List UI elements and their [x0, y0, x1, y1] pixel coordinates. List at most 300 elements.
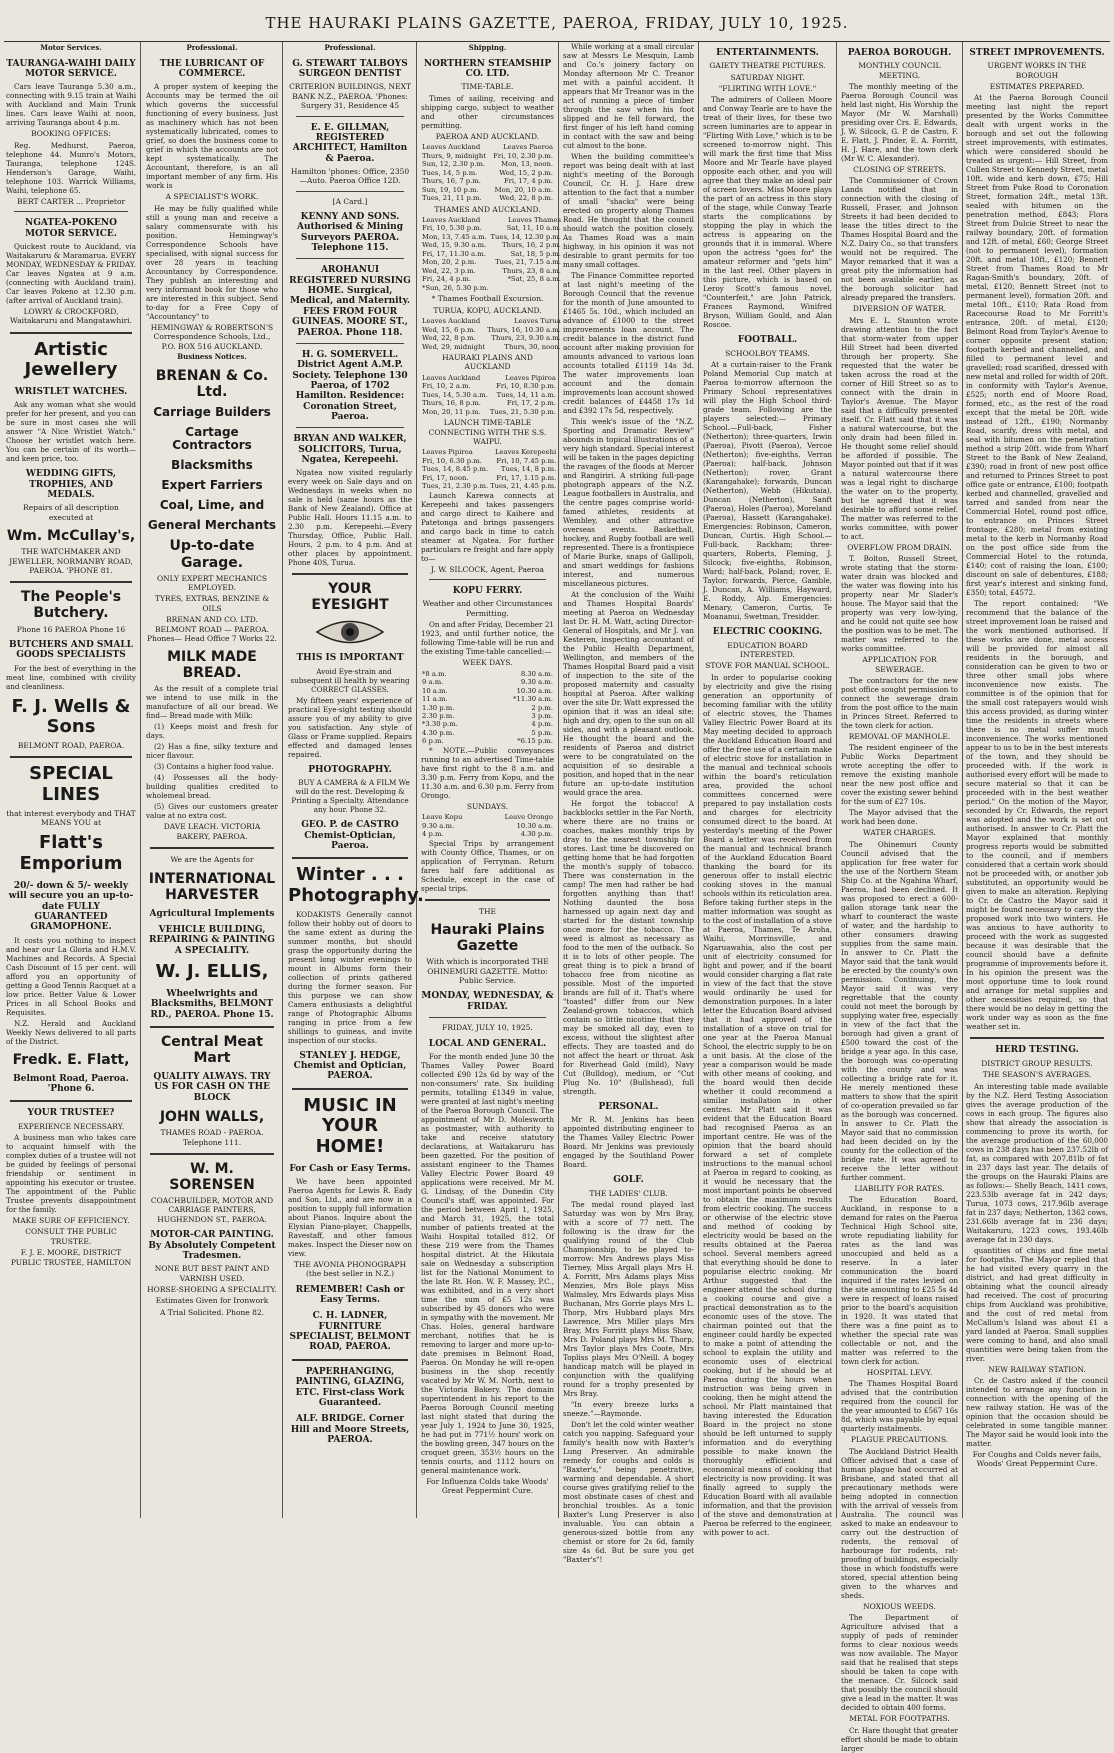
article-text: The Finance Committee reported at last night's meeting of the Borough Council that the revenue for the month of June amounted to £1465 5s. 10d., which included an advance of £1000 to the street improvements loan account. The credit balance in the district fund account after making provision for amounts advanced to various loan accounts totalled £1119 14s 3d. The water improvements loan account and the domain improvements loan account showed credit balances of £4458 17s 1d and £392 17s 5d, respectively.: [563, 271, 694, 415]
article-subheading: METAL FOR FOOTPATHS.: [849, 1714, 950, 1724]
column-3: [288, 42, 424, 1518]
ad-text: J. W. SILCOCK, Agent, Paeroa: [431, 564, 544, 574]
table-cell: Sat, 18, 5 p.m.: [510, 249, 561, 258]
ad-line: Coal, Lime, and: [159, 497, 265, 512]
article-subheading: "FLIRTING WITH LOVE.": [718, 84, 817, 94]
article-text: He forgot the tobacco! A backblocks settler in the Far North, where there are no trains or coaches, makes monthly trips by dray to the nearest township for stores. Last time he discovered on getting home that he had forgotten the month's supply of tobacco. There was consternation in the camp! The men had rather be had forgotten anything than that! Nothing daunted the boss harnessed up again next day and started for the distant township once more for the tobacco. The weed is almost as necessary as food to the men of the outback. So it is to lots of other people. The great thing is to pick a brand of tobacco free from nicotine as possible. Most of the imported brands are full of it. That's where "toasted" differ from our New Zealand-grown tobaccos, which contain so little nicotine that they may be smoked all day, even to excess, without the slightest after effects. They are toasted and do not affect the heart or throat. Ask for Riverhead Gold (mild), Navy Cut (Bulldog), medium, or "Cut Plug No. 10" (Bullshead), full strength.: [563, 799, 694, 1096]
ad-text: My fifteen years' experience of practical Eye-sight testing should assure you of my ability to give you satisfaction. Any style of Glass or Frame supplied. Repairs effected and damaged lenses repaired.: [288, 695, 412, 759]
article-text: Mr R. M. Jenkins has been appointed distributing engineer to the Thames Valley Electric Power Board. Mr Jenkins was previously engaged by the Southland Power Board.: [563, 1115, 694, 1170]
table-cell: Leaves Pipiroa: [505, 373, 556, 382]
table-cell: *3.30 p.m.: [422, 720, 458, 729]
ad-subheading: BUTCHERS AND SMALL GOODS SPECIALISTS: [8, 639, 134, 661]
article-text: The contractors for the new post office sought permission to connect the sewerage drain from the post office to the main in Princes Street. Referred to the town clerk for action.: [841, 675, 958, 730]
ad-text: As the result of a complete trial we intend to use milk in the manufacture of all our bread. We find— Bread made with Milk:: [146, 684, 278, 721]
ad-heading: Flatt's Emporium: [19, 832, 123, 875]
table-cell: Leaves Auckland: [422, 373, 481, 382]
ad-text: A Trial Solicited. Phone 82.: [159, 1307, 265, 1317]
ad-text: F. J. E. MOORE, DISTRICT PUBLIC TRUSTEE, HAMILTON: [10, 1248, 132, 1267]
ad-text: N.Z. Herald and Auckland Weekly News delivered to all parts of the District.: [6, 1018, 136, 1046]
table-row: [421, 678, 554, 686]
article-heading: GOLF.: [613, 1175, 644, 1186]
masthead-the: THE: [478, 906, 497, 916]
table-row: [421, 143, 554, 151]
ad-heading: E. E. GILLMAN, REGISTERED ARCHITECT, Hamilton & Paeroa.: [292, 122, 408, 164]
table-cell: Thurs, 23, 8 a.m.: [502, 266, 561, 275]
table-cell: Mon, 13, 7.45 a.m.: [422, 232, 487, 241]
ad-heading: NORTHERN STEAMSHIP CO. LTD.: [423, 58, 552, 80]
ad-text: HEMINGWAY & ROBERTSON'S Correspondence Schools, Ltd., P.O. BOX 516 AUCKLAND.: [150, 322, 274, 351]
section-label: Shipping.: [468, 43, 507, 52]
table-cell: Wed, 22, 8 p.m.: [499, 194, 553, 203]
timetable-turua: [421, 317, 562, 351]
table-cell: Tues, 14, 8 p.m.: [500, 465, 557, 474]
table-cell: 2.30 p.m.: [422, 711, 455, 720]
article-text: The Auckland District Health Officer advised that a case of human plague had occurred at Brisbane, and stated that all precautionary methods were being adopted in connection with the arrival of vessels from Australia. The council was asked to make an endeavour to carry out the destruction of rodents, the removal of harbourage for rodents, rat-proofing of buildings, especially those in which foodstuffs were stored, special attention being given to the wharves and sheds.: [841, 1446, 958, 1600]
article-subheading: ESTIMATES PREPARED.: [989, 82, 1085, 92]
ad-text: He may be fully qualified while still a young man and receive a salary commensurate with his position. Hemingway's Correspondence Schools have specialised, with signal success for over 28 years in teaching Accountancy by Correspondence. They publish an interesting and very informant book for those who are interested in this subject. Send to-day for a Free Copy of "Accountancy" to: [146, 203, 278, 321]
article-text: "In every breeze lurks a sneeze."—Raymonde.: [563, 1400, 694, 1419]
ad-heading: THE LUBRICANT OF COMMERCE.: [159, 58, 265, 80]
ad-text: Times of sailing, receiving and shipping cargo, subject to weather and other circumstances permitting.: [421, 93, 554, 130]
ad-text: [A Card.]: [332, 196, 368, 206]
table-row: [421, 160, 554, 168]
table-row: [421, 474, 557, 482]
article-subheading: SCHOOLBOY TEAMS.: [725, 348, 810, 358]
ad-subheading: For Cash or Easy Terms.: [289, 1163, 411, 1174]
masthead: [0, 14, 1114, 38]
ad-text: BERT CARTER ... Proprietor: [16, 196, 126, 206]
table-row: [421, 391, 557, 399]
ad-text: Reg. Medhurst, Paeroa, telephone 44. Munro's Motors, Tauranga, telephone 124S. Henderson's Garage, Waihi, telephone 103. Warrick Williams, Waihi, telephone 65.: [6, 140, 136, 195]
table-cell: Tues, 14, 8.45 p.m.: [422, 465, 489, 474]
table-row: [421, 233, 562, 241]
article-text: The monthly meeting of the Paeroa Borough Council was held last night, His Worship the Mayor (Mr W. Marshall) presiding over Crs. E. Edwards, J. W. Silcock, G. P. de Castro, F. E. Flatt, J. Pinder, E. A. Forritt, H. J. Hare, and the town clerk (Mr W. C. Alexander).: [841, 82, 958, 164]
article-text: The Ohinemuri County Council advised that the application for free water for the use of the Northern Steam Ship Co. at the Ngahina Wharf, Paeroa, had been declined. It was proposed to erect a 600-gallon storage tank near the wharf to counteract the waste of water, and the hardship to other consumers drawing supplies from the same main. In answer to Cr. Platt the Mayor said that the tank would be erected by the county's own permission. Continuing, the Mayor said it was very regrettable that the county could not meet the borough by supplying water free, especially in view of the fact that the borough had given a grant of £500 toward the cost of the bridge a year ago. In this case, the borough was co-operating with the county and was collecting a bridge rate for it. He merely mentioned these matters to show that the spirit of co-operation prevailed so far as the borough was concerned. In answer to Cr. Platt the Mayor said that no commission had been decided on by the county for the collection of the bridge rate. It was agreed to receive the letter without further comment.: [841, 839, 958, 1182]
ad-line: General Merchants: [147, 517, 277, 532]
table-cell: 6 p.m.: [422, 737, 444, 746]
table-cell: Fri, 17, noon.: [422, 473, 469, 482]
table-cell: 11 a.m.: [422, 695, 448, 704]
article-text: Don't let the cold winter weather catch you napping. Safeguard your family's health now with Baxter's Lung Preserver. An admirable remedy for coughs and colds is "Baxter's," being penetrative, warming and dependable. A short course gives gratifying relief to the most obstinate cases of chest and bronchial troubles. As a tonic Baxter's Lung Preserver is also invaluable. You can obtain a generous-sized bottle from any chemist or store for 2s 6d, family size 4s 6d. But be sure you get "Baxter's"!: [563, 1420, 694, 1565]
table-row: [421, 216, 562, 224]
table-row: [421, 457, 557, 465]
ad-subheading: A SPECIALIST'S WORK.: [165, 192, 259, 202]
table-cell: Leaves Auckland: [422, 215, 481, 224]
ad-heading: KOPU FERRY.: [452, 586, 523, 597]
ad-heading: YOUR EYESIGHT: [311, 581, 389, 614]
table-cell: Wed, 29, midnight: [422, 342, 486, 351]
table-row: [421, 382, 557, 390]
article-text: The Mayor advised that the work had been done.: [841, 808, 958, 827]
article-heading: LOCAL AND GENERAL.: [428, 1038, 547, 1049]
ad-text: LOWRY & CROCKFORD, Waitakaruru and Mangatawhiri.: [10, 306, 132, 326]
ad-text: KODAKISTS Generally cannot follow their hobby out of doors to the same extent as during the summer months, but should grasp the opportunity during the present long winter evenings to mount in Albums form their collection of prints gathered during the former season. For this purpose we can show Camera enthusiasts a delightful range of Photographic Albums ranging in price from a few shillings to guineas, and invite inspection of our stocks.: [288, 909, 412, 1045]
article-subheading: REMOVAL OF MANHOLE.: [848, 731, 951, 741]
table-row: [421, 482, 557, 490]
article-subheading: CLOSING OF STREETS.: [853, 165, 946, 175]
article-subheading: SATURDAY NIGHT.: [730, 72, 805, 82]
table-cell: Tues, 21, 11 p.m.: [422, 194, 482, 203]
article-text: This week's issue of the "N.Z. Sporting and Dramatic Review" abounds in topical illustrations of a very high standard. Special interest will be taken in the pages depicting the ravages of the floods at Mercer and Rangiriri. A striking full-page photograph appears of the N.Z. League footballers in Australia, and the centre pages comprise world-famed athletes, residents at Wembley, and other attractive overseas events. Basketball, hockey, and Rugby football are well represented. There is a frontispiece of Marie Burke, snaps of Gallipoli, and smart weddings for fashions interest, and numerous miscellaneous pictures.: [563, 417, 694, 588]
ad-text: BUY A CAMERA & A FILM We will do the rest. Developing & Printing a Specialty. Attendance any hour. Phone 32.: [291, 778, 410, 815]
ad-heading: AROHANUI REGISTERED NURSING HOME. Surgical, Medical, and Maternity. FEES FROM FOUR GUINEAS. MOORE ST., PAEROA. Phone 118.: [289, 265, 411, 338]
article-text: While working at a small circular saw at Messrs Le Mesquin, Lamb and Co.'s joinery factory on Monday afternoon Mr C. Treanor met with a painful accident. It appears that Mr Treanor was in the act of running a piece of timber through the saw when his foot slipped and he fell forward, the first finger of his left hand coming in contact with the saw and being cut almost to the bone.: [563, 42, 694, 150]
table-cell: Fri, 17, 4 p.m.: [503, 177, 553, 186]
ad-text: It costs you nothing to inspect and hear our La Gloria and H.M.V. Machines and Records. A Special Cash Discount of 15 per cent. will afford you an opportunity of getting a Good Tennis Racquet at a low price. Better Value & Lower Prices in all School Books and Requisites.: [6, 935, 136, 1017]
table-cell: Tues, 14, 5 p.m.: [422, 168, 478, 177]
ad-text: For Influenza Colds take Woods' Great Peppermint Cure.: [426, 1476, 549, 1496]
ad-heading: JOHN WALLS,: [159, 1109, 265, 1126]
table-cell: *8 a.m.: [422, 669, 447, 678]
column-8: [966, 42, 1108, 1518]
article-text: The Department of Agriculture advised that a supply of pads of reminder forms to clear noxious weeds was now available. The Mayor said that he realised that steps should be taken to cope with the menace. Cr. Silcock said that possibly the council should give a lead in the matter. It was decided to obtain 400 forms.: [841, 1613, 958, 1713]
ad-heading: ALF. BRIDGE. Corner Hill and Moore Streets, PAEROA.: [290, 1414, 410, 1445]
table-cell: Tues, 21, 5.30 p.m.: [489, 407, 556, 416]
table-cell: Mon, 20, 11 p.m.: [422, 407, 481, 416]
article-text: At a curtain-raiser to the Frank Poland Memorial Cup match at Paeroa to-morrow afternoon the Primary School representatives will play the High School third-grade team. Following are the players selected:— Primary School.—Full-back, Fisher (Netherton); three-quarters, Irwin (Paeroa), Pivott (Paeroa), Vercoe (Netherton); five-eighths, Verran (Paeroa); half-back, Johnson (Netherton); rover, Grant (Karangahake); forwards, Duncan (Netherton), Webb (Hikutaia), Duncan (Netherton), Sanft (Paeroa), Holes (Paeroa), Moreland (Paeroa), Hassett (Karangahake). Emergencies: Robinson, Cameron, Duncan, Curtis. High School.—Full-back, Rackham; three-quarters, Roberts, Fleming, J. Silcock; five-eighths, Robinson, Ward; half-back, Poland; rover, E. Taylor; forwards, Pierce, Gamble, J. Duncan, A. Williams, Hayward, E. Roddy, Alp. Emergencies: Menary, Cameron, Curtis, Te Moananui, Swetman, Tresidder.: [703, 360, 832, 622]
table-row: [421, 343, 562, 351]
ad-text: THE WATCHMAKER AND JEWELLER, NORMANBY ROAD, PAEROA. 'PHONE 81.: [9, 547, 133, 575]
table-row: [421, 448, 557, 456]
ad-heading: Central Meat Mart: [160, 1033, 264, 1066]
article-heading: HERD TESTING.: [995, 1045, 1079, 1056]
table-row: [421, 399, 557, 407]
table-cell: Leaves Thames: [507, 215, 561, 224]
table-row: [421, 317, 562, 325]
table-cell: Fri, 17, 2 p.m.: [506, 399, 556, 408]
table-row: [421, 152, 554, 160]
table-row: [421, 712, 554, 720]
article-subheading: OVERFLOW FROM DRAIN.: [847, 542, 952, 552]
table-row: [421, 275, 562, 283]
table-row: [421, 186, 554, 194]
ad-text: COACHBUILDER, MOTOR AND CARRIAGE PAINTERS, HUGHENDON ST., PAEROA.: [150, 1196, 274, 1224]
table-row: [421, 670, 554, 678]
table-row: [421, 813, 554, 821]
table-cell: 4 p.m.: [531, 720, 553, 729]
table-heading: HAURAKI PLAINS AND AUCKLAND: [442, 353, 533, 372]
article-subheading: NEW RAILWAY STATION.: [988, 1364, 1086, 1374]
table-row: [421, 326, 562, 334]
ad-text: Cars leave Tauranga 5.30 a.m., connecting with 9.15 train at Waihi with Auckland and Main Trunk lines. Cars leave Waihi at noon, arriving Tauranga about 4 p.m.: [6, 82, 136, 128]
table-cell: 4.30 p.m.: [422, 728, 455, 737]
ad-text: Ngatea now visited regularly every week on Sale days and on Wednesdays in weeks when no sale is held (same hours as the Bank of New Zealand). Office at Public Hall. Hours 11.15 a.m. to 2.30 p.m. Kerepeehi.—Every Thursday, Office, Public Hall. Hours, 2 p.m. to 4 p.m. And at other places by appointment. Phone 40S, Turua.: [288, 468, 412, 568]
ad-subheading: TIME-TABLE.: [461, 82, 514, 92]
ad-heading: SPECIAL LINES: [29, 763, 113, 806]
table-row: [421, 465, 557, 473]
ad-heading: H. G. SOMERVELL. District Agent A.M.P. Society. Telephone 130 Paeroa, of 1702 Hamilton. Residence: Coronation Street, Paeroa.: [292, 349, 408, 422]
table-row: [421, 284, 562, 292]
ad-text: Repairs of all description executed at: [23, 503, 119, 522]
table-cell: Tues, 21, 2.30 p.m.: [422, 482, 489, 491]
article-text: The resident engineer of the Public Works Department wrote accepting the offer to remove the existing manhole near the new post office and cover the existing sewer behind for the sum of £27 10s.: [841, 743, 958, 807]
table-cell: Fri, 10, 5.30 p.m.: [422, 224, 482, 233]
table-heading: SUNDAYS.: [466, 801, 509, 811]
timetable-weekdays: [421, 670, 554, 746]
table-cell: 9.30 a.m.: [422, 821, 455, 830]
table-row: [421, 224, 562, 232]
issue-date: FRIDAY, JULY 10, 1925.: [442, 1023, 533, 1033]
ad-text: Phone 16 PAEROA Phone 16: [16, 624, 126, 634]
ad-text: DAVE LEACH. VICTORIA BAKERY, PAEROA.: [163, 822, 261, 841]
article-subheading: HOSPITAL LEVY.: [866, 1368, 933, 1378]
timetable-paeroa: [421, 143, 554, 202]
table-heading: THAMES AND AUCKLAND.: [434, 204, 541, 214]
ad-text: A proper system of keeping the Accounts may be termed the oil which governs the successful functioning of every business. Just as machinery which has not been systematically lubricated, comes to grief, so does the business come to grief in which the accounts are not kept systematically. The Accountant, therefore, is an all important member of any firm. His work is: [146, 82, 278, 191]
ad-heading: Winter . . . Photography.: [288, 864, 424, 906]
article-subheading: APPLICATION FOR SEWERAGE.: [862, 655, 937, 674]
table-cell: [490, 284, 562, 292]
ad-text: For Coughs and Colds never fails, Woods' Great Peppermint Cure.: [972, 1449, 1102, 1469]
ad-subheading: BOOKING OFFICES:: [31, 129, 111, 139]
publication-days: MONDAY, WEDNESDAY, & FRIDAY.: [421, 991, 554, 1012]
eye-icon: [315, 617, 385, 647]
table-heading: WEEK DAYS.: [462, 658, 513, 668]
article-text: quantities of chips and fine metal for footpaths. The Mayor replied that he had visited every quarry in the district, and had great difficulty in obtaining what the council already had received. The cost of procuring chips from Auckland was prohibitive, and the cost of red metal from McCallum's Island was about £1 a yard landed at Paeroa. Small supplies were coming to hand, and also small quantities were being taken from the river.: [966, 1245, 1108, 1363]
table-heading: TURUA, KOPU, AUCKLAND.: [433, 305, 542, 315]
article-text: An interesting table made available by the N.Z. Herd Testing Association gives the average production of the cows in each group. The figures also show that already the association is commencing to prove its worth, for the average production of the 60,000 cows in 238 days has been 237.52lb of fat, as compared with 207.81lb of fat in 237 days last year. The details of the groups on the Hauraki Plains are as follows:— Shelly Beach, 1411 cows, 223.53lb average fat in 242 days; Turua, 1073 cows, 217.96lb average fat in 237 days; Netherton, 1362 cows, 231.66lb average fat in 236 days; Waitakaruru, 1223 cows, 193.46lb average fat in 230 days.: [966, 1081, 1108, 1244]
article-text: The admirers of Colleen Moore and Conway Tearle are to have the treat of their lives, for these two screen luminaries are to appear in "Flirting With Love," which is to be screened to-morrow night. This will mark the first time that Miss Moore and Mr Tearle have played opposite each other, and you will agree that they make an ideal pair of screen lovers. Miss Moore plays the part of an actress in this story of the stage, while Conway Tearle starts the complications by stopping the play in which the actress is appearing on the grounds that it is immoral. Where upon the actress "goes for" the amateur reformer and "gets him" in the last reel. Other players in this picture, which is based on Leroy Scott's famous novel, "Counterfeit," are John Patrick, Frances Raymond, Winifred Bryson, William Gould, and Alan Roscoe.: [703, 95, 832, 330]
timetable-thames: [421, 216, 562, 292]
table-cell: Sun, 19, 10 p.m.: [422, 185, 479, 194]
article-subheading: DISTRICT GROUP RESULTS.: [981, 1058, 1093, 1068]
table-row: [421, 704, 554, 712]
ad-text: Weather and other Circumstances Permitting.: [422, 599, 553, 618]
table-cell: 10.30 a.m.: [516, 686, 553, 695]
ad-text: TYRES, EXTRAS, BENZINE & OILS: [154, 594, 270, 613]
article-text: At the conclusion of the Waihi and Thames Hospital Boards' meeting at Paeroa on Wednesday last Dr. H. M. Watt, acting Director-General of Hospitals, and Mr J. van Kesteren, inspecting accountant of the Public Health Department, Wellington, and members of the Thames Hospital Board paid a visit of inspection to the site of the proposed maternity and casualty hospital at Paeroa. After walking over the site Dr. Watt expressed the opinion that it was an ideal site; high and dry, open to the sun on all sides, and with a pleasant outlook. He thought the board and the residents of Paeroa and district were to be congratulated on the acquisition of so desirable a position, and hoped that in the near future an up-to-date institution would grace the area.: [563, 590, 694, 797]
table-cell: Fri, 10, 7.45 p.m.: [496, 456, 557, 465]
table-cell: Sat, 11, 10 a.m.: [506, 224, 561, 233]
ad-text: Estimates Given for Ironwork: [155, 1296, 269, 1306]
article-text: In order to popularise cooking by electricity and give the rising generation an opportunity of becoming familiar with the utility of electric stoves, the Thames Valley Electric Power Board at its May meeting decided to approach the Auckland Education Board and offer the free use of a certain make of electric stove for installation in the manual and technical schools within the board's reticulation area, provided the school committees concerned were prepared to pay installation costs and charges for electricity consumed direct to the board. At yesterday's meeting of the Power Board a letter was received from the manual and technical branch of the Auckland Education Board thanking the board for its generous offer to install electric cooking stoves in the manual schools within its reticulation area. Before taking further steps in the matter information was sought as to the cost of installation of a stove at Paeroa, Thames, Te Aroha, Waihi, Morrinsville, and Ngaruawahia, also the cost per unit of electricity consumed for light and power, and if the board would consider charging a flat rate in view of the fact that the stove would ordinarily be used for demonstration purposes. In a later letter the Education Board advised that it had approved of the installation of a stove on trial for one year at the Paeroa Manual School, the electric supply to be on a unit basis. At the close of the year a comparison would be made with other means of cooking, and the board would then decide whether it could recommend a similar installation in other centres. Mr Platt said it was evident that the Education Board had recognised Paeroa as an important centre. He was of the opinion that the board should forward a set of complete instructions to the manual school at Paeroa in regard to cooking, as it would be necessary that the most important points be observed to obtain the maximum results from electric cooking. The success or otherwise of the electric stove and method of cooking by electricity would be based on the results obtained at the Paeroa school. Several members agreed that everything should be done to popularise electric cooking. Mr Arthur suggested that the engineer attend the school during a cooking course and give a practical demonstration as to the economic uses of the stove. The chairman pointed out that the engineer could hardly be expected to make a point of attending the school to explain the utility and economic uses of electrical cooking, but if he should be at Paeroa during the hours when instruction was being given in cooking, then he might attend the school. Mr Platt maintained that having interested the Education Board in the project no stone should be left unturned to supply information and do everything possible to make known the thoroughly efficient and economical means of cooking that electricity is now providing. It was finally agreed to supply the Education Board with all available information, and that the provision of the stove and demonstration at Paeroa be referred to the engineer, with power to act.: [703, 672, 832, 1537]
article-text: When the building committee's report was being dealt with at last night's meeting of the Borough Council, Cr. H. J. Hare drew attention to the fact that a number of small "shacks" were being erected on property along Thames Road. He thought that the council should watch the position closely. As Thames Road was a main highway, in his opinion it was not desirable to grant permits for too many small cottages.: [563, 152, 694, 269]
ad-heading: TAURANGA-WAIHI DAILY MOTOR SERVICE.: [6, 58, 136, 80]
table-cell: Leaves Pipiroa: [422, 448, 473, 457]
ad-text: Quickest route to Auckland, via Waitakaruru & Maramarua. EVERY MONDAY, WEDNESDAY & FRIDAY. Car leaves Ngatea at 9 a.m. (connecting with Auckland train). Car leaves Pokeno at 12.30 p.m. (after arrival of Auckland train).: [6, 241, 136, 305]
ad-text: ONLY EXPERT MECHANICS EMPLOYED.: [156, 573, 268, 593]
article-text: For the month ended June 30 the Thames Valley Power Board collected £90 12s 6d by way of the non-consumers' rate. Six building permits, totalling £1349 in value, were granted at last night's meeting of the Paeroa Borough Council. The appointment of Mr D. Molesworth as postmaster, with authority to take and receive statutory declarations, at Waitakaruru has been gazetted. For the position of assistant engineer to the Thames Valley Electric Power Board 49 applications were received. Mr M. G. Lindsay, of the Dunedin City Council's staff, was appointed. For the period between April 1, 1925, and March 31, 1925, the total number of patients treated at the Waihi Hospital totalled 812. Of these 219 were from the Thames hospital district. At the Hikutaia sale on Wednesday a subscription list for the National Monument to the late Rt. Hon. W. F. Massey, P.C., was exhibited, and in a very short time the sum of £5 12s was subscribed by 45 donors who were in sympathy with the movement. Mr Chas. Holes, general hardware merchant, notifies that he is removing to larger and more up-to-date premises in Belmont Road, Paeroa. On Monday he will re-open business in the shop recently vacated by Mr W. M. North, next to the Victoria Bakery. The domain superintendent in his report to the Paeroa Borough Council meeting last night stated that during the year July 1, 1924 to June 30, 1925, he had put in 771½ hours' work on the bowling green, 347 hours on the croquet green, 353½ hours on the tennis courts, and 1112 hours on general maintenance work.: [421, 1051, 555, 1475]
ad-text: BRENAN AND CO. LTD. BELMONT ROAD — PAEROA. Phones— Head Office 7 Works 22.: [146, 615, 278, 643]
ad-text: * Thames Football Excursion.: [431, 294, 544, 304]
section-label: Motor Services.: [40, 43, 102, 52]
ad-line: Expert Farriers: [161, 478, 263, 493]
table-cell: Wed, 15, 6 p.m.: [422, 325, 476, 334]
list-item: (3) Contains a higher food value.: [154, 762, 274, 772]
ad-subheading: MAKE SURE OF EFFICIENCY.: [12, 1216, 130, 1226]
table-cell: Fri, 17, 1.15 p.m.: [496, 473, 557, 482]
ad-text: Hamilton 'phones: Office, 2350—Auto. Paeroa Office 12D.: [290, 166, 410, 186]
table-cell: *Sun, 26, 5.30 p.m.: [422, 283, 489, 292]
table-cell: Tues, 14, 11 a.m.: [496, 390, 556, 399]
ad-subheading: WRISTLET WATCHES.: [14, 387, 128, 397]
table-cell: Leaves Auckland: [422, 143, 481, 152]
table-row: [421, 822, 554, 830]
table-row: [421, 169, 554, 177]
column-1: [6, 42, 136, 1518]
table-cell: 8.30 a.m.: [520, 669, 553, 678]
list-item: (1) Keeps moist and fresh for days.: [146, 722, 278, 741]
article-subheading: EDUCATION BOARD INTERESTED.: [727, 640, 808, 659]
article-subheading: THE LADIES' CLUB.: [589, 1188, 668, 1198]
table-cell: Thurs, 9, midnight: [422, 151, 486, 160]
table-cell: Leaves Turua: [514, 317, 561, 326]
ad-text: Special Trips by arrangement with County Office, Thames, or on application of Ferryman. Return fares half fare additional as Schedule, except in the case of special trips.: [421, 838, 554, 893]
table-cell: Tues, 14, 12.30 p.m.: [490, 232, 561, 241]
list-item: (4) Possesses all the body-building qualities credited to wholemeal bread.: [146, 773, 278, 801]
table-row: [421, 687, 554, 695]
section-label: Business Notices.: [177, 351, 247, 361]
table-cell: Wed, 22, 8 p.m.: [422, 334, 476, 343]
table-cell: 4.30 p.m.: [520, 830, 553, 839]
ad-heading: The People's Butchery.: [20, 589, 122, 622]
table-cell: Fri, 24, 4 p.m.: [422, 275, 472, 284]
table-row: [421, 830, 554, 838]
ad-subheading: Belmont Road, Paeroa. 'Phone 6.: [13, 1073, 129, 1094]
ad-subheading: CONSULT THE PUBLIC TRUSTEE.: [25, 1227, 117, 1246]
table-row: [421, 720, 554, 728]
article-heading: STREET IMPROVEMENTS.: [969, 48, 1105, 58]
table-cell: 2 p.m.: [531, 703, 553, 712]
article-subheading: THE SEASON'S AVERAGES.: [982, 1070, 1092, 1080]
table-cell: 9 a.m.: [422, 678, 444, 687]
table-cell: 1.30 p.m.: [422, 703, 455, 712]
table-cell: Thurs, 16, 7 p.m.: [422, 177, 481, 186]
table-cell: Leave Orongo: [504, 813, 553, 822]
ad-subheading: Agricultural Implements: [149, 908, 275, 919]
table-row: [421, 194, 554, 202]
article-heading: FOOTBALL.: [737, 335, 798, 346]
article-text: The Education Board, Auckland, in response to a demand for rates on the Paeroa Technical High School site, wrote repudiating liability for rates as the land was unoccupied and held as a reserve. In a later communication the board inquired if the rates levied on the site amounting to £25 5s 4d were in respect of loans raised prior to the board's acquisition in 1920. It was stated that there was a fine point as to whether the special rate was collectable or not, and the matter was referred to the town clerk for action.: [841, 1195, 958, 1367]
table-row: [421, 374, 557, 382]
table-cell: Fri, 10, 2 a.m.: [422, 382, 471, 391]
table-cell: Tues, 21, 7.15 a.m.: [495, 258, 561, 267]
ad-heading: STANLEY J. HEDGE, Chemist and Optician, PAEROA.: [293, 1050, 407, 1082]
table-row: [421, 177, 554, 185]
article-subheading: URGENT WORKS IN THE BOROUGH: [987, 61, 1087, 80]
table-cell: Mon, 13, noon.: [501, 160, 553, 169]
ad-heading: BRYAN AND WALKER, SOLICITORS, Turua, Ngatea, Kerepeehi.: [293, 434, 407, 465]
ad-heading: INTERNATIONAL HARVESTER: [148, 870, 276, 903]
table-row: [421, 241, 562, 249]
article-text: Cr. Hare thought that greater effort should be made to obtain larger: [841, 1725, 958, 1753]
ad-heading: YOUR TRUSTEE?: [27, 1108, 115, 1119]
table-cell: *6.15 p.m.: [517, 737, 553, 746]
ad-text: We have been appointed Paeroa Agents for Lewis R. Eady and Son, Ltd., and are now in a position to supply full information about Pianos. Inquire about the Elysian Piano-player, Chappells, Ravestaff, and other famous makes. Inspect the Dieser now on view.: [288, 1177, 412, 1258]
table-cell: 10 a.m.: [422, 686, 448, 695]
ad-heading: GEO. P. de CASTRO Chemist-Optician, Paeroa.: [301, 820, 399, 851]
table-heading: LAUNCH TIME-TABLE CONNECTING WITH THE S.S. WAIPU.: [428, 418, 547, 446]
gazette-subtitle: With which is incorporated THE OHINEMURI GAZETTE. Motto: Public Service.: [426, 957, 549, 986]
article-text: The medal round played last Saturday was won by Mrs Bray, with a score of 77 nett. The following is the draw for the qualifying round of the Club Championship, to be played to-morrow: Mrs Andrews plays Miss Tierney, Miss Argall plays Mrs H. A. Forritt, Mrs Adams plays Miss Menzies, Mrs Bole plays Miss Walmsley, Mrs Edwards plays Miss Buchanan, Mrs Gorrie plays Mrs L. Thorp, Mrs Hubbard plays Mrs Lawrence, Mrs Miller plays Mrs Bray, Mrs Forritt plays Miss Shaw, Mrs D. Poland plays Mrs M. Thorp, Mrs Taylor plays Mrs Coote, Mrs Topliss plays Mrs O'Neill. A bogey handicap match will be played in conjunction with the qualifying round for a trophy presented by Mrs Bray.: [563, 1200, 694, 1399]
article-subheading: LIABILITY FOR RATES.: [854, 1183, 945, 1193]
article-text: The Commissioner of Crown Lands notified that in connection with the closing of Russell, Fraser, and Johnson Streets it had been decided to lease the titles direct to the Thames Hospital Board and the N.Z. Dairy Co., so that transfers would not be required. The Mayor remarked that it was a great pity the information had not been available earlier, as the borough solicitor had already prepared the transfers.: [841, 176, 958, 303]
article-subheading: PLAGUE PRECAUTIONS.: [850, 1435, 949, 1445]
article-text: Cr. de Castro asked if the council intended to arrange any function in connection with the opening of the new railway station. He was of the opinion that the occasion should be celebrated in some tangible manner. The Mayor said he would look into the matter.: [966, 1375, 1108, 1448]
table-cell: Mon, 20, 10 a.m.: [494, 185, 553, 194]
timetable-hauraki: [421, 374, 557, 416]
article-text: Mrs E. L. Staunton wrote drawing attention to the fact that storm-water from upper Hill Street had been diverted through her property. She requested that the water be taken across the road at the corner of Hill Street so as to connect with the drain in Taylor's Avenue. The Mayor said that a difficulty presented itself. Cr. Flatt said that it was a natural watercourse, but the only drain had been filled in. He thought some relief should be afforded if possible. The Mayor pointed out that if it was a natural watercourse there was a legal right to discharge the water on to the property, but he agreed that it was desirable to afford some relief. The matter was referred to the works committee, with power to act.: [841, 315, 958, 541]
table-cell: Leaves Auckland: [422, 317, 481, 326]
ad-heading: PAPERHANGING, PAINTING, GLAZING, ETC. First-class Work Guaranteed.: [295, 1366, 405, 1408]
table-heading: PAEROA AND AUCKLAND.: [435, 131, 540, 141]
ad-text: For the best of everything in the meat line, combined with civility and cleanliness.: [6, 663, 136, 691]
ad-subheading: Wheelwrights and Blacksmiths, BELMONT RD., PAEROA. Phone 15.: [150, 988, 274, 1020]
masthead-text: THE HAURAKI PLAINS GAZETTE, PAEROA, FRIDAY, JULY 10, 1925.: [265, 14, 849, 32]
ad-text: NONE BUT BEST PAINT AND VARNISH USED.: [154, 1264, 270, 1283]
table-cell: Leaves Paeroa: [503, 143, 553, 152]
ad-subheading: EXPERIENCE NECESSARY.: [17, 1121, 125, 1131]
table-cell: Thurs, 16, 8 p.m.: [422, 399, 481, 408]
table-row: [421, 334, 562, 342]
table-cell: 3 p.m.: [531, 711, 553, 720]
table-cell: Fri, 10, 2.30 p.m.: [493, 151, 553, 160]
ad-text: HORSE-SHOEING A SPECIALITY.: [147, 1285, 277, 1295]
ad-text: that interest everybody and THAT MEANS YOU at: [6, 808, 136, 828]
list-item: (5) Gives our customers greater value at no extra cost.: [146, 802, 278, 821]
ad-text: Avoid Eye-strain and subsequent ill health by wearing CORRECT GLASSES.: [290, 666, 410, 694]
table-cell: Leaves Kerepeehi: [495, 448, 557, 457]
article-heading: PAEROA BOROUGH.: [847, 48, 952, 58]
ad-text: THAMES ROAD - PAEROA. Telephone 111.: [160, 1128, 264, 1147]
table-row: [421, 408, 557, 416]
article-text: At the Paeroa Borough Council meeting last night the report presented by the Works Committee dealt with urgent works in the borough and set out the following street improvements, with estimates, which were considered should be treated as urgent:— Hill Street, from Cullen Street to Kennedy Street, metal 10ft. wide and kerb down, £75; Hill Street from Puke Road to Coronation Street, formation 24ft., metal 13ft. sealed with bitumen on the penetration method, £843; Flora Street from Dulcie Street to near the railway boundary, 20ft. of formation and 12ft. of metal, £60; George Street (not to permanent level), formation 20ft. and metal 10ft., £120; Bennett Street from Thames Road to Mr Ragan-Smith's boundary, 20ft. of metal, £120; Bennett Street (not to permanent level), formation 20ft. and metal 10ft., £110; Rata Road from Racecourse Road to Mr Forritt's entrance, 20ft. of metal, £120; Belmont Road from Taylor's Avenue to corner opposite present station; footpath kerbed and channelled, and filled to permanent level and gravelled; road scarified, dressed with new metal and rolled for width of 20ft. in conformity with Taylor's Avenue, £525; north end of Moore Road, formed, etc., as the rest of the road except that the metal be 20ft. wide instead of 12ft., £190; Normanby Road, scarify, dress with metal, and seal with bitumen on the penetration method a strip 20ft. wide from Wharf Street to the Bank of New Zealand, £390; road in front of new post office and returned to Princes Street to post office gate or entrance, £100; footpath kerbed and channelled, gravelled and tarred and sanded from near the Commercial Hotel, round post office, to entrance on Princes Street frontage, £280; metal from existing metal to the kerb in Normanby Road on the post office side from the Commercial Hotel to the rotunda, £140; cost of raising the loan, £100; discount on sale of debentures, £188; first year's interest and sinking fund, £350; total, £4572.: [966, 93, 1108, 598]
ad-heading: Up-to-date Garage.: [169, 538, 255, 571]
table-cell: Fri, 10, 8.30 p.m.: [496, 382, 556, 391]
ad-subheading: MOTOR-CAR PAINTING. By Absolutely Competent Tradesmen.: [148, 1230, 276, 1261]
table-cell: Fri, 17, 11.30 a.m.: [422, 249, 486, 258]
ad-line: Carriage Builders: [153, 404, 271, 419]
ad-heading: MUSIC IN YOUR HOME!: [303, 1094, 397, 1157]
ad-subheading: REMEMBER! Cash or Easy Terms.: [295, 1284, 405, 1306]
ad-heading: F. J. Wells & Sons: [11, 695, 131, 738]
article-subheading: WATER CHARGES.: [863, 828, 936, 838]
ad-subheading: 20/- down & 5/- weekly will secure you an up-to-date FULLY GUARANTEED GRAMOPHONE.: [8, 880, 134, 933]
table-cell: Mon, 20, 2 p.m.: [422, 258, 477, 267]
table-cell: 5 p.m.: [531, 728, 553, 737]
article-text: T. Bolton, Russell Street, wrote stating that the storm-water drain was blocked and the water was flowing into his property near Mr Slader's house. The Mayor said that the property was very low-lying, and he could not quite see how the position was to be met. The matter was referred to the works committee.: [841, 554, 958, 654]
ad-text: THE AVONIA PHONOGRAPH (the best seller in N.Z.): [293, 1260, 407, 1279]
ad-heading: Artistic Jewellery: [24, 338, 118, 381]
table-cell: Tues, 21, 4.45 p.m.: [490, 482, 557, 491]
ad-heading: BRENAN & Co. Ltd.: [155, 367, 269, 400]
table-row: [421, 258, 562, 266]
ad-text: * NOTE.—Public conveyances running to an advertised Time-table have first right to the 8 a.m. and 3.30 p.m. Ferry from Kopu, and the 11.30 a.m. and 6.30 p.m. Ferry from Orongo.: [421, 745, 554, 800]
ad-text: BELMONT ROAD, PAEROA.: [17, 740, 125, 750]
article-subheading: GAIETY THEATRE PICTURES.: [709, 61, 826, 71]
article-subheading: DIVERSION OF WATER.: [852, 304, 947, 314]
ad-heading: KENNY AND SONS. Authorised & Mining Surveyors PAEROA. Telephone 115.: [296, 212, 404, 254]
article-text: The Thames Hospital Board advised that the contribution required from the council for the year amounted to £567 16s 8d, which was payable by equal quarterly instalments.: [841, 1379, 958, 1434]
table-cell: 4 p.m.: [422, 830, 444, 839]
table-cell: Fri, 10, 6.30 p.m.: [422, 456, 482, 465]
ad-heading: W. M. SORENSEN: [169, 1160, 255, 1194]
ad-subheading: PHOTOGRAPHY.: [308, 764, 392, 775]
ad-line: Cartage Contractors: [172, 424, 252, 453]
table-row: [421, 695, 554, 703]
column-4: [421, 42, 561, 1518]
table-cell: Thurs, 23, 9.30 a.m.: [491, 334, 561, 343]
ad-subheading: QUALITY ALWAYS. TRY US FOR CASH ON THE BLOCK: [153, 1072, 271, 1103]
article-heading: ELECTRIC COOKING.: [712, 627, 823, 638]
table-cell: 9.30 a.m.: [520, 678, 553, 687]
article-subheading: MONTHLY COUNCIL MEETING.: [858, 61, 941, 80]
table-cell: Sun, 12, 2.30 p.m.: [422, 160, 486, 169]
ad-subheading: THIS IS IMPORTANT: [296, 653, 404, 664]
ad-text: We are the Agents for: [170, 855, 254, 865]
table-row: [421, 267, 562, 275]
ad-heading: W. J. ELLIS,: [155, 961, 269, 983]
